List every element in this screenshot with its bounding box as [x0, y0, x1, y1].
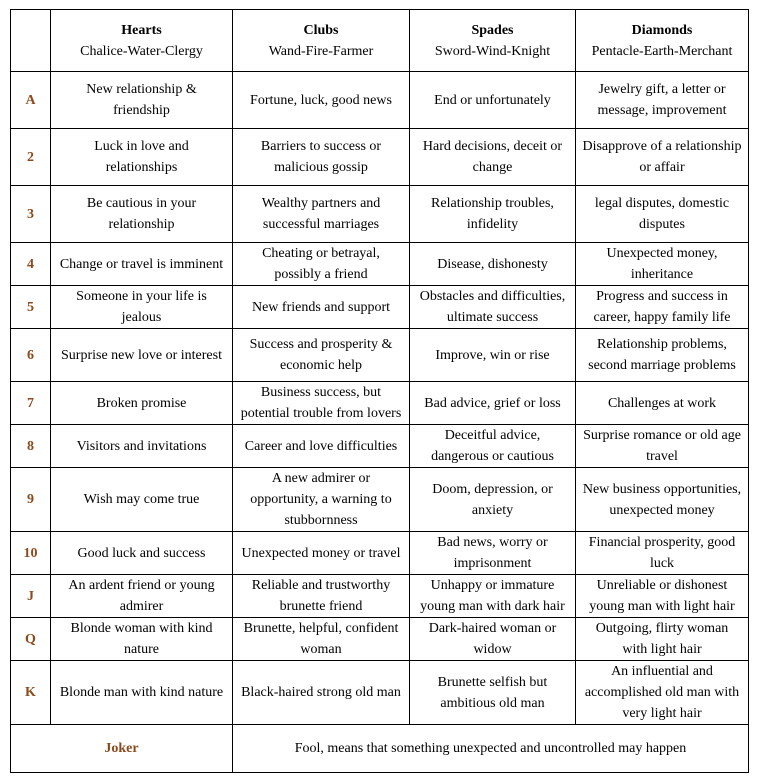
- meaning-cell-diamonds: Relationship problems, second marriage problems: [576, 329, 749, 382]
- table-row: [11, 329, 749, 382]
- meaning-cell-clubs: Success and prosperity & economic help: [233, 329, 410, 382]
- meaning-cell-hearts: Surprise new love or interest: [51, 329, 233, 382]
- meaning-cell-spades: Hard decisions, deceit or change: [410, 129, 576, 186]
- suit-subtitle: Sword-Wind-Knight: [434, 43, 551, 59]
- rank-cell: 10: [11, 532, 51, 575]
- table-row: [11, 382, 749, 425]
- meaning-cell-clubs: Unexpected money or travel: [233, 532, 410, 575]
- meaning-cell-hearts: Wish may come true: [51, 468, 233, 532]
- meaning-cell-hearts: Change or travel is imminent: [51, 243, 233, 286]
- meaning-cell-hearts: An ardent friend or young admirer: [51, 575, 233, 618]
- meaning-cell-diamonds: Outgoing, flirty woman with light hair: [576, 618, 749, 661]
- meaning-cell-clubs: Cheating or betrayal, possibly a friend: [233, 243, 410, 286]
- meaning-cell-spades: Dark-haired woman or widow: [410, 618, 576, 661]
- suit-header-diamonds: [576, 10, 749, 72]
- meaning-cell-spades: Unhappy or immature young man with dark hair: [410, 575, 576, 618]
- table-row: [11, 129, 749, 186]
- meaning-cell-hearts: Good luck and success: [51, 532, 233, 575]
- suit-header-spades: [410, 10, 576, 72]
- meaning-cell-diamonds: Disapprove of a relationship or affair: [576, 129, 749, 186]
- rank-cell: 8: [11, 425, 51, 468]
- rank-cell: A: [11, 72, 51, 129]
- meaning-cell-diamonds: New business opportunities, unexpected money: [576, 468, 749, 532]
- meaning-cell-hearts: Someone in your life is jealous: [51, 286, 233, 329]
- suit-name: Clubs: [303, 22, 339, 38]
- meaning-cell-hearts: Blonde woman with kind nature: [51, 618, 233, 661]
- suit-subtitle: Pentacle-Earth-Merchant: [591, 43, 733, 59]
- meaning-cell-clubs: Black-haired strong old man: [233, 661, 410, 725]
- meaning-cell-spades: Brunette selfish but ambitious old man: [410, 661, 576, 725]
- rank-cell: 4: [11, 243, 51, 286]
- meaning-cell-diamonds: Jewelry gift, a letter or message, improvement: [576, 72, 749, 129]
- meaning-cell-diamonds: Unreliable or dishonest young man with light hair: [576, 575, 749, 618]
- table-row: [11, 243, 749, 286]
- meaning-cell-spades: Obstacles and difficulties, ultimate success: [410, 286, 576, 329]
- meaning-cell-diamonds: Unexpected money, inheritance: [576, 243, 749, 286]
- meaning-cell-diamonds: Progress and success in career, happy family life: [576, 286, 749, 329]
- rank-cell: Q: [11, 618, 51, 661]
- table-row: [11, 286, 749, 329]
- corner-cell: [11, 10, 51, 72]
- suit-name: Hearts: [121, 22, 162, 38]
- meaning-cell-spades: Bad news, worry or imprisonment: [410, 532, 576, 575]
- meaning-cell-spades: Doom, depression, or anxiety: [410, 468, 576, 532]
- meaning-cell-hearts: New relationship & friendship: [51, 72, 233, 129]
- meaning-cell-spades: Deceitful advice, dangerous or cautious: [410, 425, 576, 468]
- meaning-cell-clubs: Career and love difficulties: [233, 425, 410, 468]
- meaning-cell-clubs: Business success, but potential trouble from lovers: [233, 382, 410, 425]
- joker-meaning: Fool, means that something unexpected and uncontrolled may happen: [233, 725, 749, 773]
- meaning-cell-clubs: A new admirer or opportunity, a warning to stubbornness: [233, 468, 410, 532]
- joker-row: [11, 725, 749, 773]
- joker-label: Joker: [11, 725, 233, 773]
- meaning-cell-clubs: Wealthy partners and successful marriages: [233, 186, 410, 243]
- table-row: [11, 661, 749, 725]
- table-row: [11, 575, 749, 618]
- table-row: [11, 532, 749, 575]
- meaning-cell-spades: Relationship troubles, infidelity: [410, 186, 576, 243]
- meaning-cell-hearts: Visitors and invitations: [51, 425, 233, 468]
- meaning-cell-spades: Improve, win or rise: [410, 329, 576, 382]
- suit-header-hearts: [51, 10, 233, 72]
- table-row: [11, 425, 749, 468]
- suit-subtitle: Wand-Fire-Farmer: [268, 43, 374, 59]
- rank-cell: 9: [11, 468, 51, 532]
- rank-cell: J: [11, 575, 51, 618]
- meaning-cell-clubs: Brunette, helpful, confident woman: [233, 618, 410, 661]
- meaning-cell-hearts: Be cautious in your relationship: [51, 186, 233, 243]
- rank-cell: 3: [11, 186, 51, 243]
- suit-name: Spades: [471, 22, 514, 38]
- rank-cell: 5: [11, 286, 51, 329]
- meaning-cell-clubs: Reliable and trustworthy brunette friend: [233, 575, 410, 618]
- meaning-cell-clubs: New friends and support: [233, 286, 410, 329]
- table-row: [11, 468, 749, 532]
- meaning-cell-clubs: Fortune, luck, good news: [233, 72, 410, 129]
- meaning-cell-diamonds: Financial prosperity, good luck: [576, 532, 749, 575]
- meaning-cell-hearts: Blonde man with kind nature: [51, 661, 233, 725]
- meaning-cell-hearts: Luck in love and relationships: [51, 129, 233, 186]
- header-row: [11, 10, 749, 72]
- table-row: [11, 72, 749, 129]
- meaning-cell-hearts: Broken promise: [51, 382, 233, 425]
- suit-header-clubs: [233, 10, 410, 72]
- suit-name: Diamonds: [631, 22, 693, 38]
- meaning-cell-diamonds: Challenges at work: [576, 382, 749, 425]
- rank-cell: 7: [11, 382, 51, 425]
- rank-cell: K: [11, 661, 51, 725]
- table-row: [11, 618, 749, 661]
- meaning-cell-diamonds: An influential and accomplished old man with very light hair: [576, 661, 749, 725]
- meaning-cell-spades: Bad advice, grief or loss: [410, 382, 576, 425]
- rank-cell: 6: [11, 329, 51, 382]
- meaning-cell-diamonds: legal disputes, domestic disputes: [576, 186, 749, 243]
- meaning-cell-diamonds: Surprise romance or old age travel: [576, 425, 749, 468]
- meaning-cell-clubs: Barriers to success or malicious gossip: [233, 129, 410, 186]
- meaning-cell-spades: End or unfortunately: [410, 72, 576, 129]
- suit-subtitle: Chalice-Water-Clergy: [80, 43, 203, 59]
- meaning-cell-spades: Disease, dishonesty: [410, 243, 576, 286]
- table-row: [11, 186, 749, 243]
- card-meanings-table: [10, 9, 749, 773]
- rank-cell: 2: [11, 129, 51, 186]
